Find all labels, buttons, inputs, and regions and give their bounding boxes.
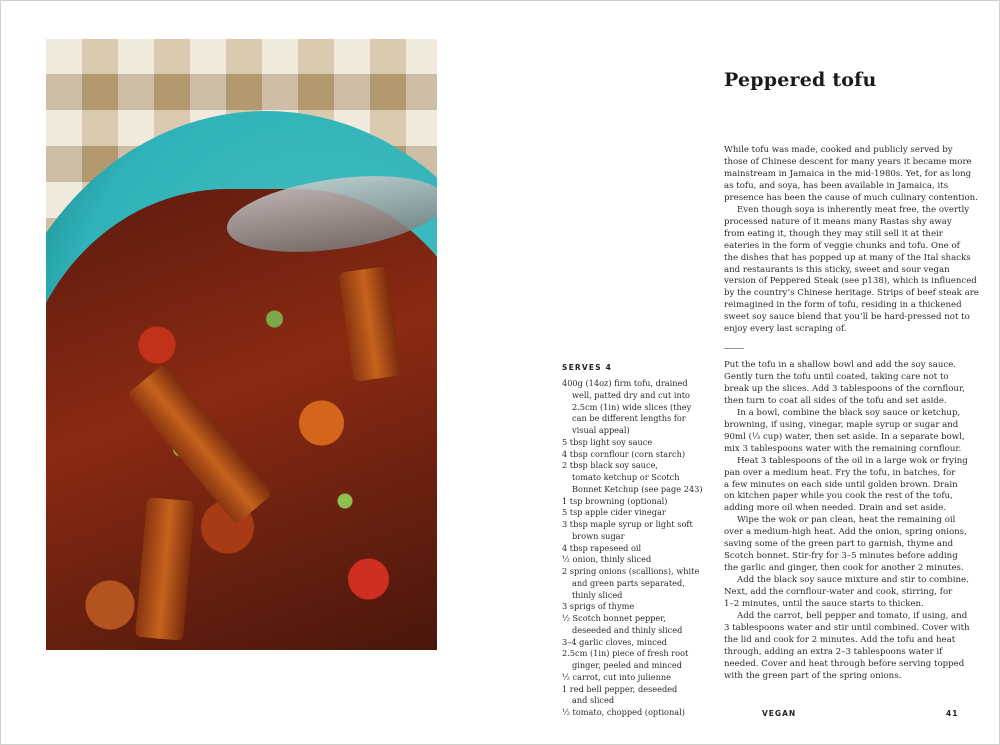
ingredient-line: tomato ketchup or Scotch (572, 472, 680, 482)
method-line: saving some of the green part to garnish, thyme and (724, 539, 954, 550)
method-line: with the green part of the spring onions. (724, 670, 902, 681)
method-line: Heat 3 tablespoons of the oil in a large wok or frying (737, 455, 968, 466)
intro-line: by the country’s Chinese heritage. Strips of beef steak are (724, 288, 979, 299)
ingredient-line: 2.5cm (1in) wide slices (they (572, 401, 692, 412)
method-line: through, adding an extra 2–3 tablespoons water if (724, 646, 943, 657)
method-line: 3 tablespoons water and stir until combined. Cover with (724, 622, 970, 633)
ingredients-list (562, 378, 703, 719)
intro-line: and restaurants is this sticky, sweet and sour vegan (724, 264, 950, 275)
intro-line: as tofu, and soya, has been available in Jamaica, its (724, 180, 949, 191)
ingredient-line: Bonnet Ketchup (see page 243) (572, 483, 703, 494)
ingredient-line: 3–4 garlic cloves, minced (562, 636, 667, 647)
method-line: Add the black soy sauce mixture and stir to combine. (737, 575, 969, 586)
intro-line: Even though soya is inherently meat free, the overtly (737, 204, 970, 215)
ingredient-line: ½ Scotch bonnet pepper, (562, 613, 666, 623)
ingredient-line: can be different lengths for (572, 413, 686, 424)
method-line: Add the carrot, bell pepper and tomato, if using, and (737, 611, 968, 622)
ingredient-line: deseeded and thinly sliced (572, 624, 683, 635)
peppered-tofu-dish (46, 189, 437, 650)
ingredient-line: ½ tomato, chopped (optional) (562, 707, 685, 717)
method-line: pan over a medium heat. Fry the tofu, in batches, for (724, 467, 956, 478)
method-line: needed. Cover and heat through before serving topped (724, 658, 965, 669)
method-line: 1–2 minutes, until the sauce starts to thicken. (724, 599, 924, 610)
ingredient-line: 2 spring onions (scallions), white (562, 566, 700, 576)
ingredient-line: 5 tsp apple cider vinegar (562, 507, 666, 518)
ingredient-line: 3 sprigs of thyme (562, 601, 635, 612)
method-line: the lid and cook for 2 minutes. Add the tofu and heat (724, 634, 956, 645)
ingredient-line: 2 tbsp black soy sauce, (562, 460, 659, 471)
ingredient-line: thinly sliced (572, 589, 623, 600)
ingredient-line: brown sugar (572, 530, 625, 541)
method-line: a few minutes on each side until golden brown. Drain (724, 479, 958, 490)
intro-line: eateries in the form of veggie chunks and tofu. One of (724, 240, 960, 251)
ingredient-line: 1 red bell pepper, deseeded (562, 683, 678, 694)
method-line: Gently turn the tofu until coated, taking care not to (724, 371, 949, 382)
method-line: Put the tofu in a shallow bowl and add the soy sauce. (724, 360, 957, 370)
method-line: Scotch bonnet. Stir-fry for 3–5 minutes before adding (724, 551, 958, 562)
ingredient-line: 1 tsp browning (optional) (562, 495, 668, 506)
ingredient-line: 4 tbsp rapeseed oil (562, 542, 642, 553)
ingredient-line: well, patted dry and cut into (572, 389, 690, 400)
intro-line: the dishes that has popped up at many of the Ital shacks (724, 252, 971, 263)
method-line: over a medium-high heat. Add the onion, spring onions, (724, 527, 967, 538)
intro-line: reimagined in the form of tofu, residing in a thickened (724, 300, 962, 311)
method-line: adding more oil when needed. Drain and set aside. (724, 503, 947, 514)
ingredient-line: 3 tbsp maple syrup or light soft (562, 519, 693, 529)
ingredient-line: 400g (14oz) firm tofu, drained (562, 378, 688, 388)
page-number: 41 (946, 709, 959, 718)
ingredient-line: and sliced (572, 695, 615, 706)
method-line: mix 3 tablespoons water with the remaining cornflour. (724, 443, 962, 454)
section-label: VEGAN (762, 709, 797, 718)
method-line: In a bowl, combine the black soy sauce or ketchup, (737, 407, 961, 418)
intro-line: from eating it, though they may still sell it at their (724, 228, 943, 239)
ingredient-line: 5 tbsp light soy sauce (562, 436, 653, 447)
method-line: then turn to coat all sides of the tofu and set aside. (724, 395, 947, 406)
serves-label: SERVES 4 (562, 363, 613, 372)
ingredient-line: visual appeal) (572, 425, 630, 435)
divider (724, 348, 744, 349)
intro-line: sweet soy sauce blend that you’ll be hard-pressed not to (724, 312, 970, 323)
method-line: break up the slices. Add 3 tablespoons of the cornflour, (724, 383, 965, 394)
ingredient-line: 2.5cm (1in) piece of fresh root (562, 648, 689, 659)
method-line: Next, add the cornflour-water and cook, stirring, for (724, 587, 953, 598)
method-line: browning, if using, vinegar, maple syrup or sugar and (724, 419, 959, 430)
ingredient-line: and green parts separated, (572, 577, 685, 588)
intro-line: version of Peppered Steak (see p138), which is influenced (724, 276, 977, 287)
recipe-title: Peppered tofu (724, 69, 877, 91)
intro-line: mainstream in Jamaica in the mid-1980s. Yet, for as long (724, 168, 972, 179)
recipe-intro (724, 145, 979, 336)
ingredient-line: ginger, peeled and minced (572, 660, 683, 670)
intro-line: While tofu was made, cooked and publicly served by (724, 145, 953, 155)
intro-line: those of Chinese descent for many years it became more (724, 156, 972, 167)
method-line: Wipe the wok or pan clean, heat the remaining oil (737, 515, 956, 526)
method-line: on kitchen paper while you cook the rest of the tofu, (724, 491, 953, 502)
intro-line: enjoy every last scraping of. (724, 324, 847, 335)
recipe-photo (46, 39, 437, 650)
intro-line: presence has been the cause of much culinary contention. (724, 192, 978, 203)
intro-line: processed nature of it means many Rastas shy away (724, 216, 952, 227)
ingredient-line: ½ onion, thinly sliced (562, 554, 652, 565)
method-line: the garlic and ginger, then cook for another 2 minutes. (724, 563, 964, 574)
ingredient-line: ½ carrot, cut into julienne (562, 671, 672, 682)
ingredient-line: 4 tbsp cornflour (corn starch) (562, 448, 686, 459)
method-line: 90ml (⅓ cup) water, then set aside. In a separate bowl, (724, 431, 965, 442)
method-text (724, 360, 970, 683)
